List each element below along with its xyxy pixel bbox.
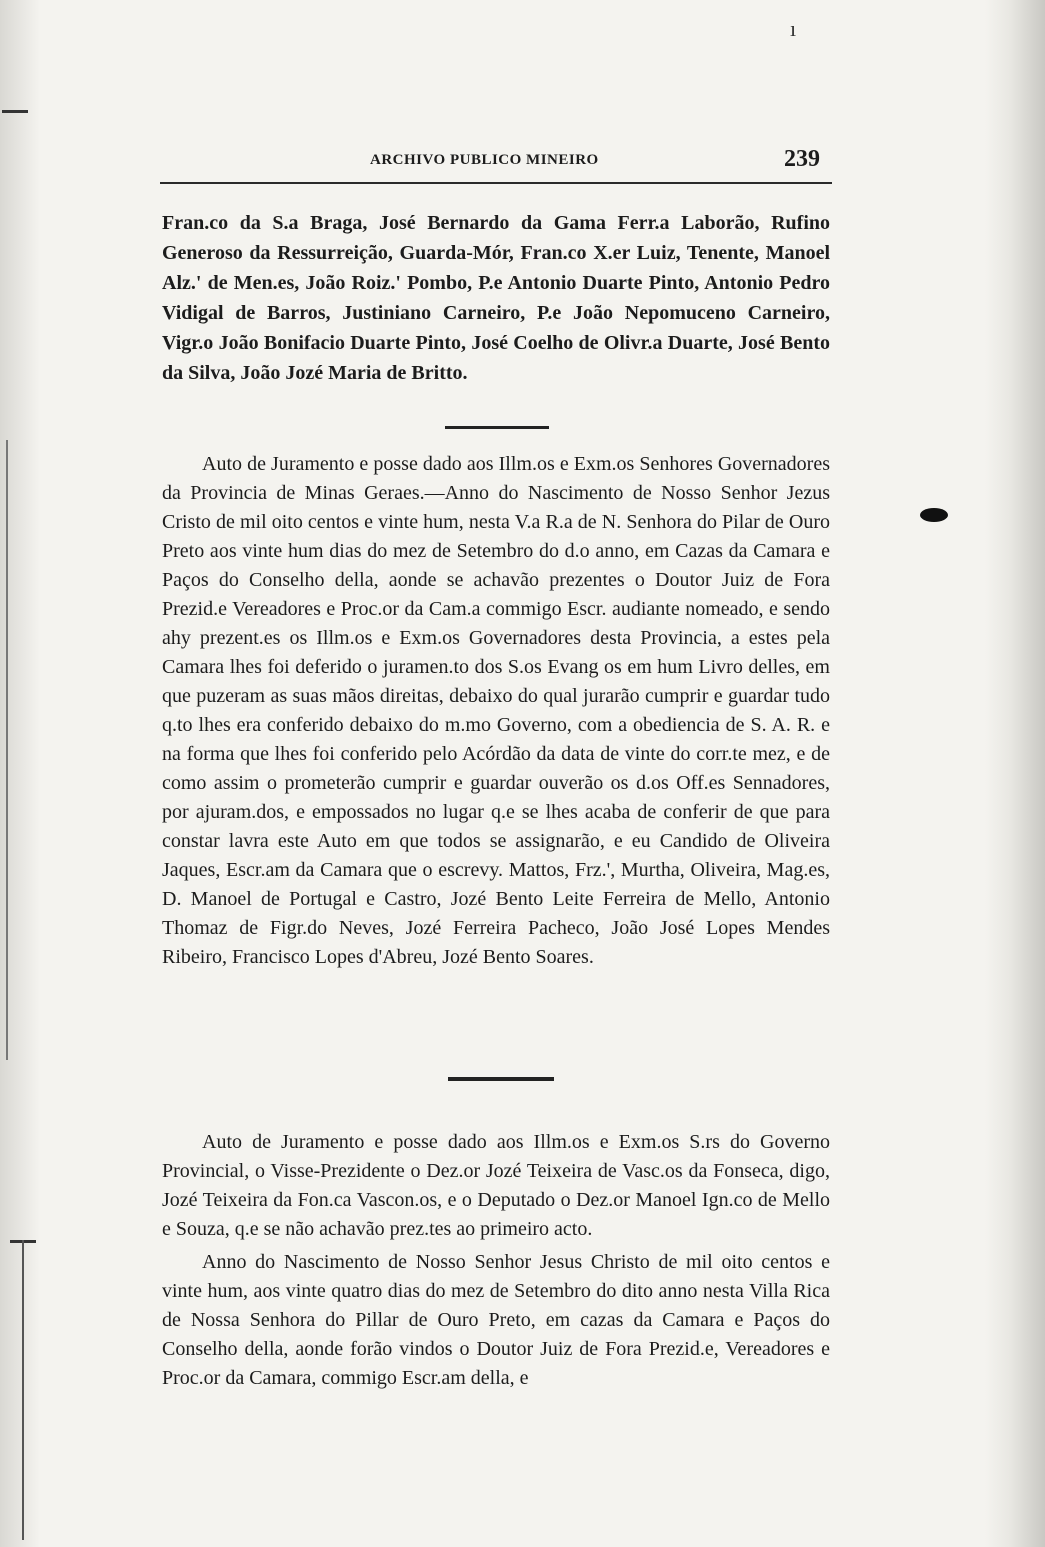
auto-juramento-2 xyxy=(162,1128,830,1393)
scan-mark: ı xyxy=(790,16,797,41)
section-divider-1 xyxy=(445,426,549,429)
signatories-paragraph xyxy=(162,208,830,388)
header-rule xyxy=(160,182,832,184)
running-head-title: ARCHIVO PUBLICO MINEIRO xyxy=(370,152,599,168)
page-shadow-right xyxy=(985,0,1045,1547)
margin-mark-1 xyxy=(2,110,28,113)
paragraph-4: Anno do Nascimento de Nosso Senhor Jesus Christo de mil oito centos e vinte hum, aos vinte quatro dias do mez de Setembro do dito anno nesta Villa Rica de Nossa Senhora do Pillar de Ouro Preto, em cazas da Camara e Paços do Conselho della, aonde forão vindos o Doutor Juiz de Fora Prezid.e, Vereadores e Proc.or da Camara, commigo Escr.am della, e xyxy=(162,1251,830,1389)
running-head xyxy=(160,146,830,180)
paragraph-1: Fran.co da S.a Braga, José Bernardo da Gama Ferr.a Laborão, Rufino Generoso da Ressurreição, Guarda-Mór, Fran.co X.er Luiz, Tenente, Manoel Alz.' de Men.es, João Roiz.' Pombo, P.e Antonio Duarte Pinto, Antonio Pedro Vidigal de Barros, Justiniano Carneiro, P.e João Nepomuceno Carneiro, Vigr.o João Bonifacio Duarte Pinto, José Coelho de Olivr.a Duarte, José Bento da Silva, João Jozé Maria de Britto. xyxy=(162,212,830,384)
page-number: 239 xyxy=(784,146,820,172)
ink-blot xyxy=(920,508,948,522)
section-divider-2 xyxy=(448,1077,554,1081)
margin-mark-4 xyxy=(22,1240,24,1540)
auto-juramento-1 xyxy=(162,450,830,972)
paragraph-3: Auto de Juramento e posse dado aos Illm.os e Exm.os S.rs do Governo Provincial, o Visse-Prezidente o Dez.or Jozé Teixeira de Vasc.os da Fonseca, digo, Jozé Teixeira da Fon.ca Vascon.os, e o Deputado o Dez.or Manoel Ign.co de Mello e Souza, q.e se não achavão prez.tes ao primeiro acto. xyxy=(162,1131,830,1240)
paragraph-2: Auto de Juramento e posse dado aos Illm.os e Exm.os Senhores Governadores da Provincia de Minas Geraes.—Anno do Nascimento de Nosso Senhor Jezus Cristo de mil oito centos e vinte hum, nesta V.a R.a de N. Senhora do Pilar de Ouro Preto aos vinte hum dias do mez de Setembro do d.o anno, em Cazas da Camara e Paços do Conselho della, aonde se achavão prezentes o Doutor Juiz de Fora Prezid.e Vereadores e Proc.or da Cam.a commigo Escr. audiante nomeado, e sendo ahy prezent.es os Illm.os e Exm.os Governadores desta Provincia, a estes pela Camara lhes foi deferido o juramen.to dos S.os Evang os em hum Livro delles, em que puzeram as suas mãos direitas, debaixo do qual jurarão cumprir e guardar tudo q.to lhes era conferido debaixo do m.mo Governo, com a obediencia de S. A. R. e na forma que lhes foi conferido pelo Acórdão da data de vinte do corr.te mez, e de como assim o prometerão cumprir e guardar ouverão os d.os Off.es Sennadores, por ajuram.dos, e empossados no lugar q.e se lhes acaba de conferir de que para constar lavra este Auto em que todos se assignarão, e eu Candido de Oliveira Jaques, Escr.am da Camara que o escrevy. Mattos, Frz.', Murtha, Oliveira, Mag.es, D. Manoel de Portugal e Castro, Jozé Bento Leite Ferreira de Mello, Antonio Thomaz de Figr.do Neves, Jozé Ferreira Pacheco, João José Lopes Mendes Ribeiro, Francisco Lopes d'Abreu, Jozé Bento Soares. xyxy=(162,453,830,968)
margin-mark-2 xyxy=(6,440,8,1060)
